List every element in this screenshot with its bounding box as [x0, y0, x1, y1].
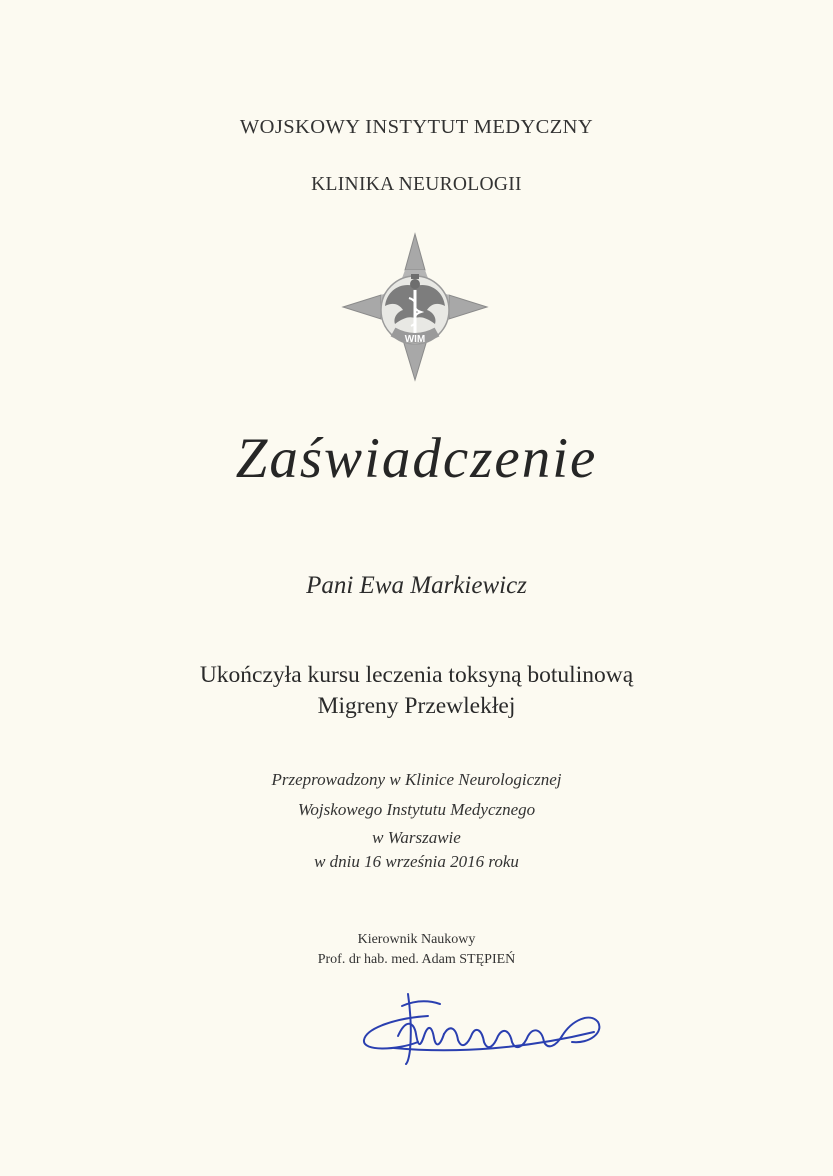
details-line: Wojskowego Instytutu Medycznego	[297, 800, 536, 819]
clinic-name: KLINIKA NEUROLOGII	[311, 174, 522, 195]
recipient-name: Pani Ewa Markiewicz	[306, 572, 527, 599]
details-line: w Warszawie	[372, 828, 461, 847]
handwritten-signature-icon	[358, 988, 603, 1070]
details-line: Przeprowadzony w Klinice Neurologicznej	[271, 770, 562, 789]
wim-emblem-icon	[341, 232, 489, 382]
signatory-role: Kierownik Naukowy	[357, 932, 476, 947]
institution-name: WOJSKOWY INSTYTUT MEDYCZNY	[239, 116, 594, 138]
svg-text:WIM: WIM	[404, 334, 426, 345]
signatory-name: Prof. dr hab. med. Adam STĘPIEŃ	[317, 952, 516, 967]
document-title: Zaświadczenie	[235, 427, 598, 490]
achievement-subject: Migreny Przewlekłej	[317, 693, 516, 719]
achievement-line: Ukończyła kursu leczenia toksyną botulinową	[199, 662, 634, 688]
details-date: w dniu 16 września 2016 roku	[314, 852, 519, 871]
